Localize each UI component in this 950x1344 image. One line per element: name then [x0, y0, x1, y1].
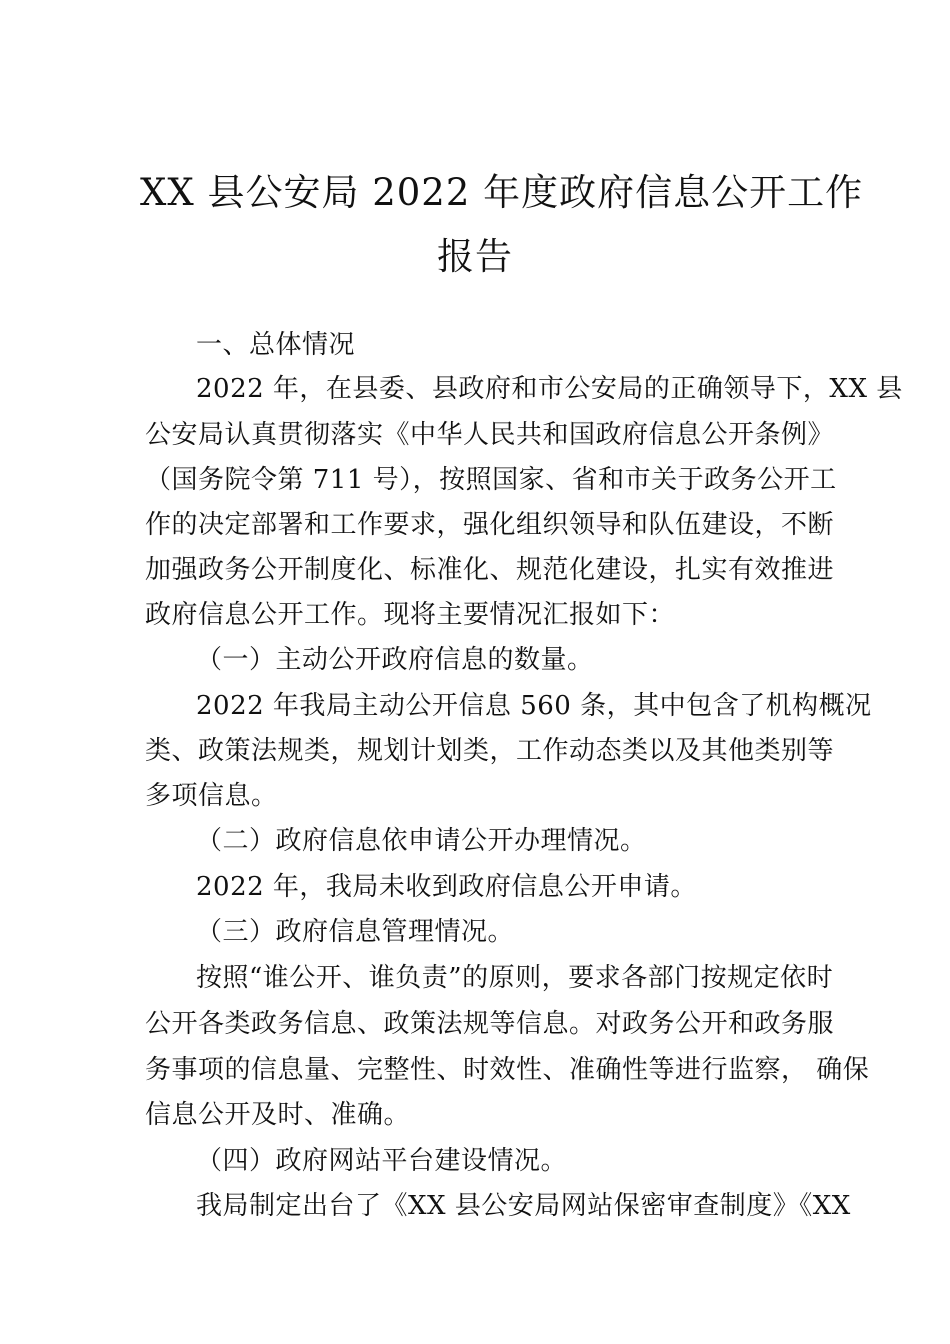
subsection-heading-1: （一）主动公开政府信息的数量。 [196, 645, 594, 675]
paragraph-line: 2022 年，我局未收到政府信息公开申请。 [196, 872, 697, 902]
subsection-heading-2: （二）政府信息依申请公开办理情况。 [196, 826, 647, 856]
paragraph-line: 作的决定部署和工作要求，强化组织领导和队伍建设，不断 [145, 510, 835, 540]
subsection-heading-3: （三）政府信息管理情况。 [196, 917, 515, 947]
paragraph-line: 信息公开及时、准确。 [145, 1100, 411, 1130]
paragraph-line: 按照“谁公开、谁负责”的原则，要求各部门按规定依时 [196, 963, 834, 993]
paragraph-line: 多项信息。 [145, 781, 278, 811]
subsection-heading-4: （四）政府网站平台建设情况。 [196, 1146, 568, 1176]
section-heading-overview: 一、总体情况 [196, 330, 356, 360]
document-title-line-1: XX 县公安局 2022 年度政府信息公开工作 [140, 171, 864, 214]
paragraph-line: 我局制定出台了《XX 县公安局网站保密审查制度》《XX [196, 1191, 851, 1221]
paragraph-line: 务事项的信息量、完整性、时效性、准确性等进行监察， 确保 [145, 1055, 870, 1085]
paragraph-line: 类、政策法规类，规划计划类，工作动态类以及其他类别等 [145, 736, 835, 766]
paragraph-line: 2022 年我局主动公开信息 560 条，其中包含了机构概况 [196, 691, 872, 721]
document-title-line-2: 报告 [437, 235, 513, 278]
paragraph-line: 政府信息公开工作。现将主要情况汇报如下： [145, 600, 676, 630]
paragraph-line: 公开各类政务信息、政策法规等信息。对政务公开和政务服 [145, 1009, 835, 1039]
paragraph-line: 公安局认真贯彻落实《中华人民共和国政府信息公开条例》 [145, 420, 835, 450]
paragraph-line: 2022 年，在县委、县政府和市公安局的正确领导下，XX 县 [196, 374, 903, 404]
paragraph-line: （国务院令第 711 号），按照国家、省和市关于政务公开工 [145, 465, 837, 495]
paragraph-line: 加强政务公开制度化、标准化、规范化建设，扎实有效推进 [145, 555, 835, 585]
